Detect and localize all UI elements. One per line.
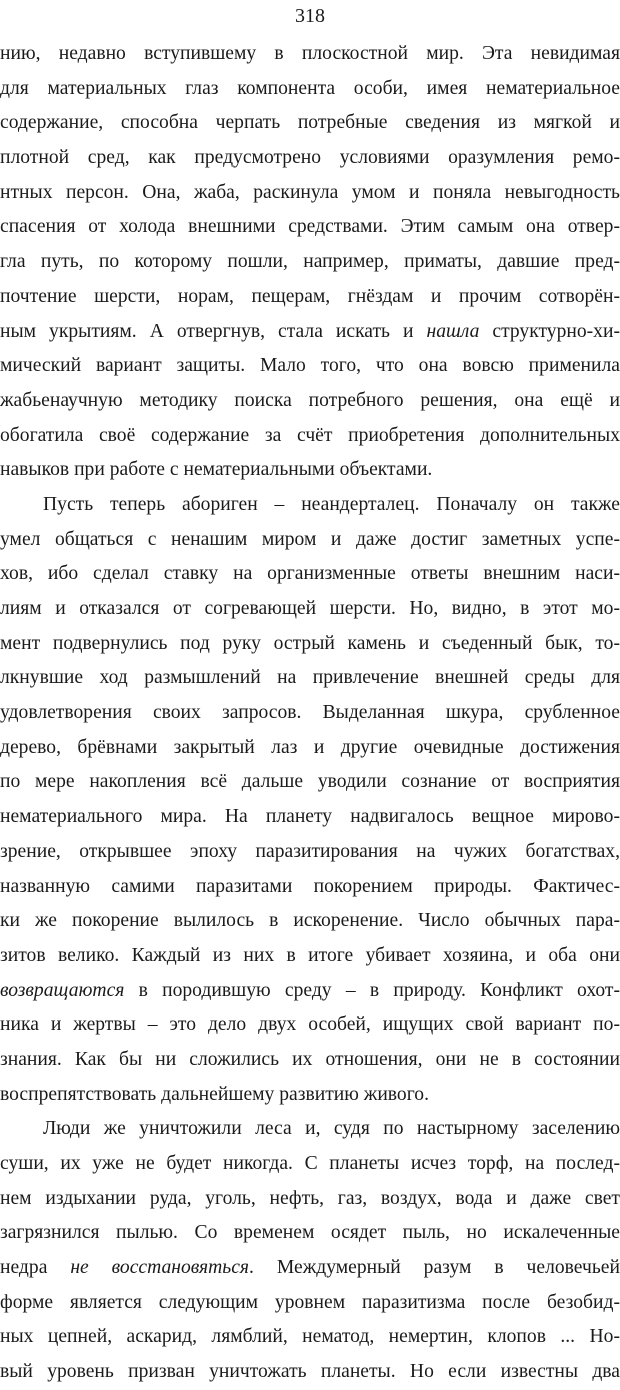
text-line: Пусть теперь абориген – неандерталец. Поначалу он также (43, 493, 620, 515)
text-line: форме является следующим уровнем паразитизма после безобид- (0, 1291, 620, 1313)
text-line: лиям и отказался от согревающей шерсти. Но, видно, в этот мо- (0, 598, 620, 619)
text-line: дерево, брёвнами закрытый лаз и другие очевидные достижения (0, 736, 620, 758)
text-run: структурно-хи- (479, 320, 620, 342)
text-line: по мере накопления всё дальше уводили сознание от восприятия (0, 771, 620, 793)
text-line: хов, ибо сделал ставку на организменные ответы внешним наси- (0, 563, 620, 585)
text-line: нтных персон. Она, жаба, раскинула умом и поняла невыгодность (0, 181, 620, 203)
text-line (0, 974, 620, 1009)
italic-text: возвращаются (0, 979, 125, 1001)
text-line: для материальных глаз компонента особи, имея нематериальное (0, 77, 620, 99)
text-line: почтение шерсти, норам, пещерам, гнёздам и прочим сотворён- (0, 285, 620, 307)
text-line: знания. Как бы ни сложились их отношения, они не в состоянии (0, 1048, 620, 1070)
text-line: названную самими паразитами покорением природы. Фактичес- (0, 875, 620, 897)
text-line: мент подвернулись под руку острый камень и съеденный бык, то- (0, 632, 620, 654)
page-number: 318 (295, 5, 325, 27)
text-line: зитов велико. Каждый из них в итоге убивает хозяина, и оба они (0, 944, 620, 966)
text-line: ки же покорение вылилось в искоренение. Число обычных пара- (0, 910, 620, 932)
text-line: удовлетворения своих запросов. Выделанная шкура, срубленное (0, 702, 620, 724)
text-line: мический вариант защиты. Мало того, что она вовсю применила (0, 355, 620, 377)
text-line: лкнувшие ход размышлений на привлечение внешней среды для (0, 667, 620, 689)
text-line: ных цепней, аскарид, лямблий, нематод, немертин, клопов ... Но- (0, 1326, 620, 1348)
text-line: умел общаться с ненашим миром и даже достиг заметных успе- (0, 528, 620, 550)
text-line: нем издыхании руда, уголь, нефть, газ, воздух, вода и даже свет (0, 1187, 620, 1209)
text-run: . Междумерный разум в человечьей (249, 1257, 620, 1279)
text-line (0, 1251, 620, 1286)
text-line: плотной сред, как предусмотрено условиями оразумления ремо- (0, 147, 620, 169)
text-line: нематериального мира. На планету надвигалось вещное мирово- (0, 806, 620, 828)
text-line (0, 315, 620, 350)
text-line: содержание, способна черпать потребные сведения из мягкой и (0, 112, 620, 134)
text-line: жабьенаучную методику поиска потребного решения, она ещё и (0, 389, 620, 411)
body-text (0, 37, 620, 1390)
text-line: ника и жертвы – это дело двух особей, ищущих свой вариант по- (0, 1014, 620, 1036)
text-line: вый уровень призван уничтожать планеты. Но если известны два (0, 1361, 620, 1383)
text-line: навыков при работе с нематериальными объектами. (0, 459, 433, 481)
italic-text: не восстановяться (70, 1257, 250, 1279)
text-run: ным укрытиям. А отвергнув, стала искать и (0, 320, 427, 342)
text-run: недра (0, 1257, 71, 1279)
italic-text: нашла (426, 320, 480, 342)
text-run: в породившую среду – в природу. Конфликт охот- (124, 979, 620, 1001)
text-line: спасения от холода внешними средствами. Этим самым она отвер- (0, 216, 620, 238)
text-line: обогатила своё содержание за счёт приобретения дополнительных (0, 424, 620, 446)
text-line: загрязнился пылью. Со временем осядет пыль, но искалеченные (0, 1222, 620, 1244)
text-line: Люди же уничтожили леса и, судя по настырному заселению (43, 1118, 620, 1140)
text-line: суши, их уже не будет никогда. С планеты исчез торф, на послед- (0, 1153, 620, 1174)
text-line: зрение, открывшее эпоху паразитирования на чужих богатствах, (0, 840, 620, 862)
text-line: нию, недавно вступившему в плоскостной мир. Эта невидимая (0, 43, 620, 64)
text-line: гла путь, по которому пошли, например, приматы, давшие пред- (0, 251, 620, 273)
text-line: воспрепятствовать дальнейшему развитию живого. (0, 1083, 429, 1105)
